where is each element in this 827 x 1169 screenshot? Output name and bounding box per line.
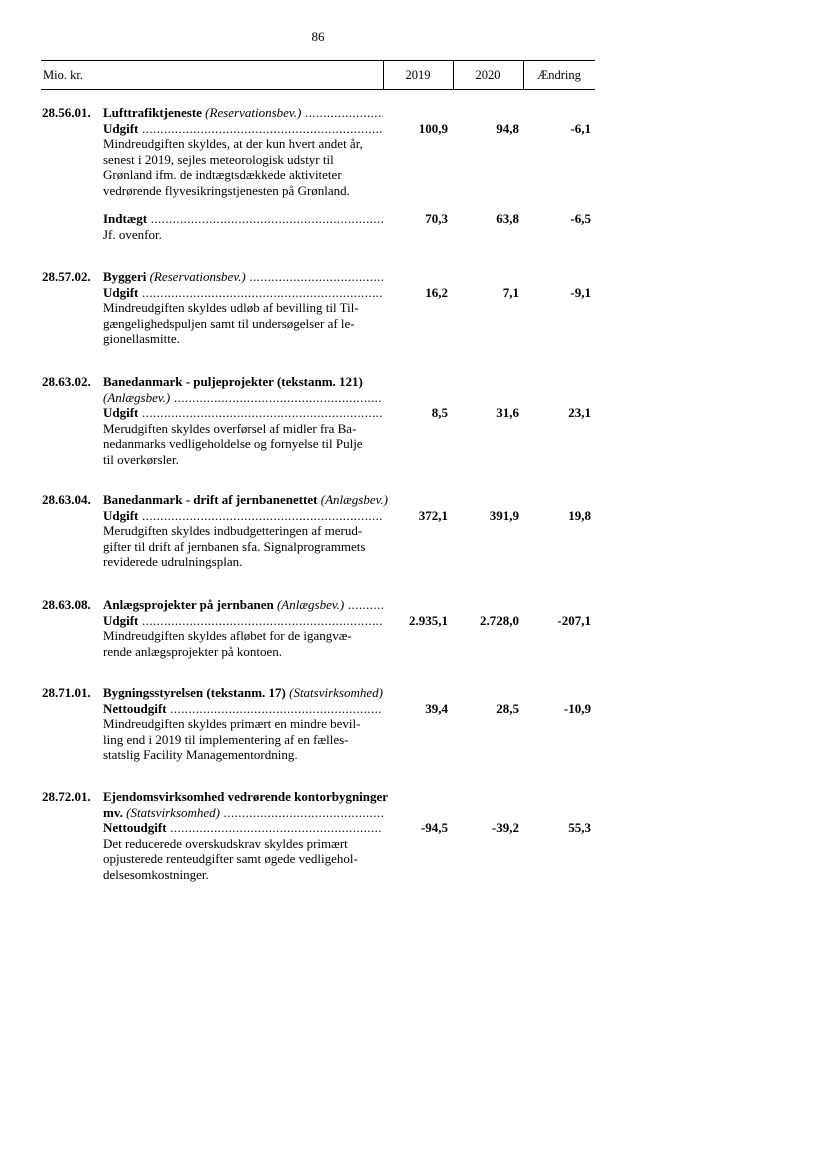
value-2019: 39,4 bbox=[425, 700, 448, 716]
account-code: 28.63.04. bbox=[42, 492, 91, 507]
value-2020: 391,9 bbox=[489, 507, 519, 523]
note-line: til overkørsler. bbox=[103, 451, 179, 467]
account-code: 28.63.08. bbox=[42, 597, 91, 612]
budget-entry bbox=[42, 374, 602, 467]
value-2020: 28,5 bbox=[496, 700, 519, 716]
note-line: Mindreudgiften skyldes primært en mindre bevil- bbox=[103, 716, 361, 731]
item-line bbox=[103, 820, 383, 836]
value-change: -9,1 bbox=[570, 284, 591, 300]
entry-qualifier: (Anlægsbev.) bbox=[320, 492, 389, 507]
entry-title-line bbox=[103, 374, 383, 390]
account-code: 28.71.01. bbox=[42, 685, 91, 700]
value-2020: -39,2 bbox=[491, 820, 519, 835]
item-line bbox=[103, 508, 383, 524]
column-change: Ændring bbox=[537, 68, 581, 82]
item-label: Nettoudgift bbox=[103, 700, 167, 716]
explanation-note bbox=[103, 300, 384, 347]
account-code: 28.56.01. bbox=[42, 105, 91, 120]
entry-title-line bbox=[103, 789, 473, 805]
entry-title: Byggeri bbox=[103, 269, 147, 284]
item-label: Nettoudgift bbox=[103, 820, 167, 835]
item-line bbox=[103, 701, 383, 717]
value-change: -207,1 bbox=[557, 612, 591, 628]
item-line bbox=[103, 405, 383, 421]
entry-title: Banedanmark - drift af jernbanenettet bbox=[103, 492, 318, 507]
entry-title-line bbox=[103, 685, 473, 701]
explanation-note bbox=[103, 716, 384, 763]
note-line: Mindreudgiften skyldes, at der kun hvert andet år, bbox=[103, 136, 363, 151]
value-2020: 7,1 bbox=[502, 284, 519, 300]
value-2019: 16,2 bbox=[425, 284, 448, 300]
value-change: 55,3 bbox=[568, 820, 591, 835]
entry-qualifier: (Statsvirksomhed) bbox=[126, 804, 220, 820]
entry-qualifier: (Statsvirksomhed) bbox=[289, 685, 383, 700]
item-line bbox=[103, 285, 383, 301]
value-change: -10,9 bbox=[563, 700, 591, 716]
page-number: 86 bbox=[311, 29, 325, 44]
value-change: 19,8 bbox=[568, 507, 591, 523]
account-code: 28.63.02. bbox=[42, 374, 91, 389]
note-line: gionellasmitte. bbox=[103, 331, 180, 346]
entry-title-line bbox=[103, 269, 383, 285]
note-line: reviderede udrulningsplan. bbox=[103, 554, 243, 569]
entry-title-continuation bbox=[103, 805, 383, 821]
value-change: 23,1 bbox=[568, 405, 591, 420]
note-line: Jf. ovenfor. bbox=[103, 226, 162, 242]
entry-title: Ejendomsvirksomhed vedrørende kontorbygninger bbox=[103, 789, 389, 804]
note-line: gifter til drift af jernbanen sfa. Signalprogrammets bbox=[103, 538, 366, 554]
budget-entry bbox=[42, 269, 602, 347]
entry-qualifier: (Reservationsbev.) bbox=[205, 105, 302, 120]
value-2019: -94,5 bbox=[420, 820, 448, 835]
note-line: nedanmarks vedligeholdelse og fornyelse til Pulje bbox=[103, 436, 363, 451]
item-line bbox=[103, 613, 383, 629]
account-code: 28.57.02. bbox=[42, 269, 91, 284]
explanation-note bbox=[103, 628, 384, 659]
note-line: Merudgiften skyldes indbudgetteringen af merud- bbox=[103, 523, 363, 538]
note-line: delsesomkostninger. bbox=[103, 866, 209, 882]
value-2019: 8,5 bbox=[431, 405, 448, 420]
entry-title: Lufttrafiktjeneste bbox=[103, 105, 202, 120]
note-line: Grønland ifm. de indtægtsdækkede aktiviteter bbox=[103, 167, 342, 182]
item-label: Udgift bbox=[103, 284, 139, 300]
budget-entry bbox=[42, 597, 602, 659]
note-line: ling end i 2019 til implementering af en fælles- bbox=[103, 731, 349, 747]
note-line: Merudgiften skyldes overførsel af midler fra Ba- bbox=[103, 420, 357, 436]
entry-qualifier: (Anlægsbev.) bbox=[276, 597, 345, 612]
value-2020: 63,8 bbox=[496, 211, 519, 226]
item-label: Indtægt bbox=[103, 211, 148, 226]
note-line: statslig Facility Managementordning. bbox=[103, 747, 298, 762]
item-label: Udgift bbox=[103, 612, 139, 628]
explanation-note bbox=[103, 227, 384, 243]
note-line: Mindreudgiften skyldes afløbet for de igangvæ- bbox=[103, 628, 352, 643]
entry-qualifier: (Reservationsbev.) bbox=[149, 269, 246, 284]
explanation-note bbox=[103, 836, 384, 883]
entry-title: Anlægsprojekter på jernbanen bbox=[103, 597, 274, 612]
entry-title-line bbox=[103, 105, 383, 121]
note-line: rende anlægsprojekter på kontoen. bbox=[103, 643, 283, 659]
unit-label: Mio. kr. bbox=[43, 68, 83, 82]
budget-entry bbox=[42, 789, 602, 882]
entry-title: Banedanmark - puljeprojekter (tekstanm. 121) bbox=[103, 374, 363, 389]
value-change: -6,5 bbox=[570, 211, 591, 226]
item-label: Udgift bbox=[103, 120, 139, 136]
budget-entry bbox=[42, 105, 602, 242]
note-line: senest i 2019, sejles meteorologisk udstyr til bbox=[103, 151, 334, 167]
value-change: -6,1 bbox=[570, 120, 591, 136]
explanation-note bbox=[103, 421, 384, 468]
note-line: Mindreudgiften skyldes udløb af bevilling til Til- bbox=[103, 300, 359, 315]
column-2019: 2019 bbox=[405, 68, 431, 82]
entry-qualifier-line bbox=[103, 390, 383, 406]
budget-entry bbox=[42, 685, 602, 763]
table-header bbox=[41, 60, 595, 90]
entry-title: Bygningsstyrelsen (tekstanm. 17) bbox=[103, 685, 286, 700]
value-2019: 100,9 bbox=[418, 120, 448, 136]
item-line bbox=[103, 211, 383, 227]
entry-title-line bbox=[103, 597, 383, 613]
value-2019: 372,1 bbox=[418, 507, 448, 523]
note-line: vedrørende flyvesikringstjenesten på Grønland. bbox=[103, 182, 350, 198]
entry-title-line bbox=[103, 492, 473, 508]
note-line: opjusterede renteudgifter samt øgede vedligehol- bbox=[103, 851, 358, 866]
entry-title-cont: mv. bbox=[103, 804, 123, 820]
value-2019: 2.935,1 bbox=[409, 612, 448, 628]
value-2020: 2.728,0 bbox=[480, 612, 519, 628]
item-line bbox=[103, 121, 383, 137]
value-2019: 70,3 bbox=[425, 211, 448, 226]
account-code: 28.72.01. bbox=[42, 789, 91, 804]
explanation-note bbox=[103, 523, 384, 570]
note-line: Det reducerede overskudskrav skyldes primært bbox=[103, 835, 348, 851]
budget-entry bbox=[42, 492, 602, 570]
item-label: Udgift bbox=[103, 507, 139, 523]
note-line: gængelighedspuljen samt til undersøgelser af le- bbox=[103, 315, 355, 331]
entry-qualifier: (Anlægsbev.) bbox=[103, 389, 171, 405]
item-label: Udgift bbox=[103, 405, 139, 420]
value-2020: 31,6 bbox=[496, 405, 519, 420]
column-2020: 2020 bbox=[475, 68, 501, 82]
explanation-note bbox=[103, 136, 384, 198]
value-2020: 94,8 bbox=[496, 120, 519, 136]
